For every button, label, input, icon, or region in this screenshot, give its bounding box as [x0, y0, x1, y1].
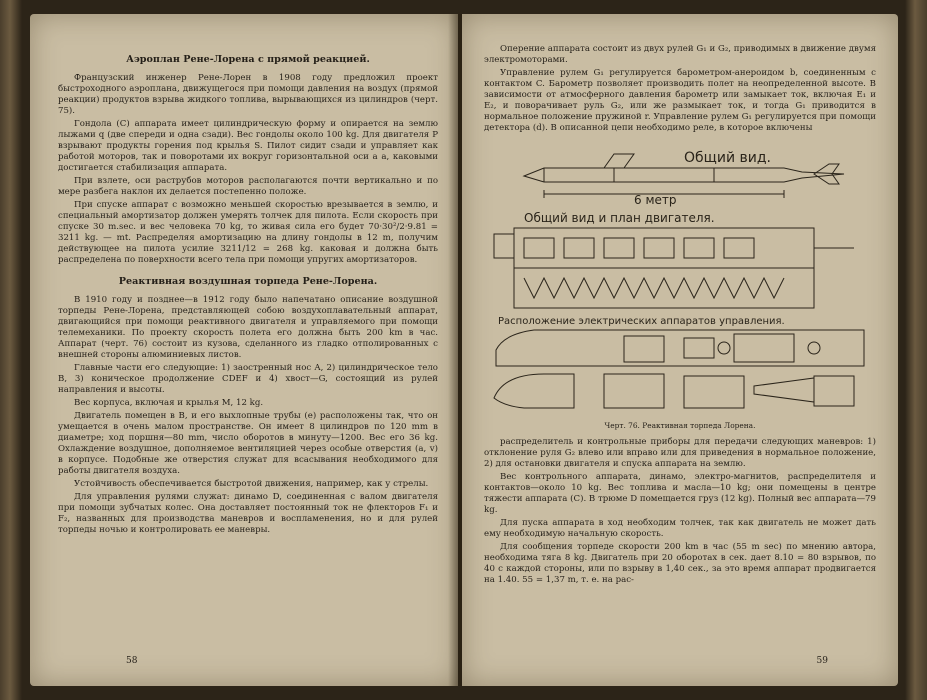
- paragraph: распределитель и контрольные приборы для передачи следующих маневров: 1) отклонение руля G₂ влево или вправо или для приведения в нормальное положение, 2) для остановки двигателя и спуска аппарата на землю.: [484, 437, 876, 469]
- paragraph: Для пуска аппарата в ход необходим толчек, так как двигатель не может дать ему необходимую начальную скорость.: [484, 518, 876, 539]
- paragraph: Для управления рулями служат: динамо D, соединенная с валом двигателя при помощи зубчатых колес. Она доставляет постоянный ток не флекторов F₁ и F₂, названных для производства маневров и воспламенения, но и для рулей торпеды ночью и контролировать ее маневры.: [58, 492, 438, 535]
- page-number-left: 58: [126, 656, 138, 666]
- paragraph: В 1910 году и позднее—в 1912 году было напечатано описание воздушной торпеды Рене-Лорена, представляющей собою воздухоплавательный аппарат, двигающийся при помощи реактивного двигателя и управляемого при помощи телемеханики. По проекту скорость полета его должна быть 200 km в час. Аппарат (черт. 76) состоит из кузова, сделанного из гладко отполированных с внешней стороны алюминиевых листов.: [58, 295, 438, 360]
- paragraph: При взлете, оси раструбов моторов располагаются почти вертикально и по мере разбега наклон их делается постепенно положе.: [58, 176, 438, 197]
- paragraph: Управление рулем G₁ регулируется барометром-анероидом b, соединенным с контактом C. Барометр позволяет производить полет на неопределенной высоте. В зависимости от атмосферного давления барометр или замыкает ток, включая E₁ и E₂, и поворачивает руль G₂, или же размыкает ток, и тогда G₁ приводится в нормальное положение пружиной r. Управление рулем G₁ регулируется при помощи детектора (d). В описанной цепи необходимо реле, в которое включены: [484, 68, 876, 133]
- paragraph: Гондола (С) аппарата имеет цилиндрическую форму и опирается на землю лыжами q (две спереди и одна сзади). Вес гондолы около 100 kg. Для двигателя P взрывают продукты горения под крылья S. Пилот сидит сзади и управляет как работой моторов, так и поворотами их вокруг горизонтальной оси a a, каковыми достигается стабилизация аппарата.: [58, 119, 438, 173]
- page-number-right: 59: [816, 656, 828, 666]
- torpedo-figure: [484, 138, 876, 418]
- paragraph: Для сообщения торпеде скорости 200 km в час (55 m sec) по мнению автора, необходима тяга 8 kg. Двигатель при 20 оборотах в сек. дает 8.10 = 80 взрывов, по 40 с каждой стороны, или по взрыву в 1,40 сек., за это время аппарат продвигается на 1.40. 55 = 1,37 m, т. е. на рас-: [484, 542, 876, 585]
- right-page: [462, 14, 898, 686]
- right-page-content: [484, 44, 876, 588]
- figure-label-engine-plan: Общий вид и план двигателя.: [524, 211, 715, 225]
- section-heading-torpedo: Реактивная воздушная торпеда Рене-Лорена.: [118, 276, 378, 287]
- paragraph: Вес контрольного аппарата, динамо, электро-магнитов, распределителя и контактов—около 10 kg. Вес топлива и масла—10 kg; они помещены в центре тяжести аппарата (C). В трюме D помещается груз (12 kg). Полный вес аппарата—79 kg.: [484, 472, 876, 515]
- section-heading-aeroplane: Аэроплан Рене-Лорена с прямой реакцией.: [126, 54, 370, 65]
- figure-label-electrical: Расположение электрических аппаратов управления.: [498, 316, 785, 327]
- figure-label-general-view: Общий вид.: [684, 150, 771, 166]
- figure-caption: Черт. 76. Реактивная торпеда Лорена.: [604, 421, 756, 430]
- paragraph: Главные части его следующие: 1) заостренный нос A, 2) цилиндрическое тело B, 3) коническое продолжение CDEF и 4) хвост—G, состоящий из рулей направления и высоты.: [58, 363, 438, 395]
- paragraph: Французский инженер Рене-Лорен в 1908 году предложил проект быстроходного аэроплана, движущегося при помощи давления на воздух (прямой реакции) продуктов взрыва жидкого топлива, вырывающихся из цилиндров (черт. 75).: [58, 73, 438, 116]
- paragraph: Двигатель помещен в B, и его выхлопные трубы (e) расположены так, что он умещается в очень малом пространстве. Он имеет 8 цилиндров по 120 mm в диаметре; ход поршня—80 mm, число оборотов в минуту—1200. Вес его 36 kg. Охлаждение воздушное, дополняемое вентиляцией через особые отверстия (a, v) в корпусе. Подобные же отверстия служат для всасывания необходимого для работы двигателя воздуха.: [58, 411, 438, 476]
- paragraph: Оперение аппарата состоит из двух рулей G₁ и G₂, приводимых в движение двумя электромоторами.: [484, 44, 876, 65]
- paragraph: Устойчивость обеспечивается быстротой движения, например, как у стрелы.: [74, 479, 429, 489]
- paragraph: Вес корпуса, включая и крылья M, 12 kg.: [74, 398, 264, 408]
- left-page-content: [58, 50, 438, 538]
- left-page: [30, 14, 458, 686]
- figure-label-length: 6 метр: [634, 193, 677, 207]
- paragraph: При спуске аппарат с возможно меньшей скоростью врезывается в землю, и специальный амортизатор должен умерять толчек для пилота. Если скорость при спуске 30 m.sec. и вес человека 70 kg, то живая сила его будет 70·30²/2·9.81 = 3211 kg. — mt. Распределяя амортизацию на длину гондолы в 12 m, получим действующее на пилота усилие 3211/12 = 268 kg. каковая и должна быть распределена по поверхности всего тела при помощи упругих амортизаторов.: [58, 200, 438, 265]
- torpedo-drawing: [484, 138, 876, 418]
